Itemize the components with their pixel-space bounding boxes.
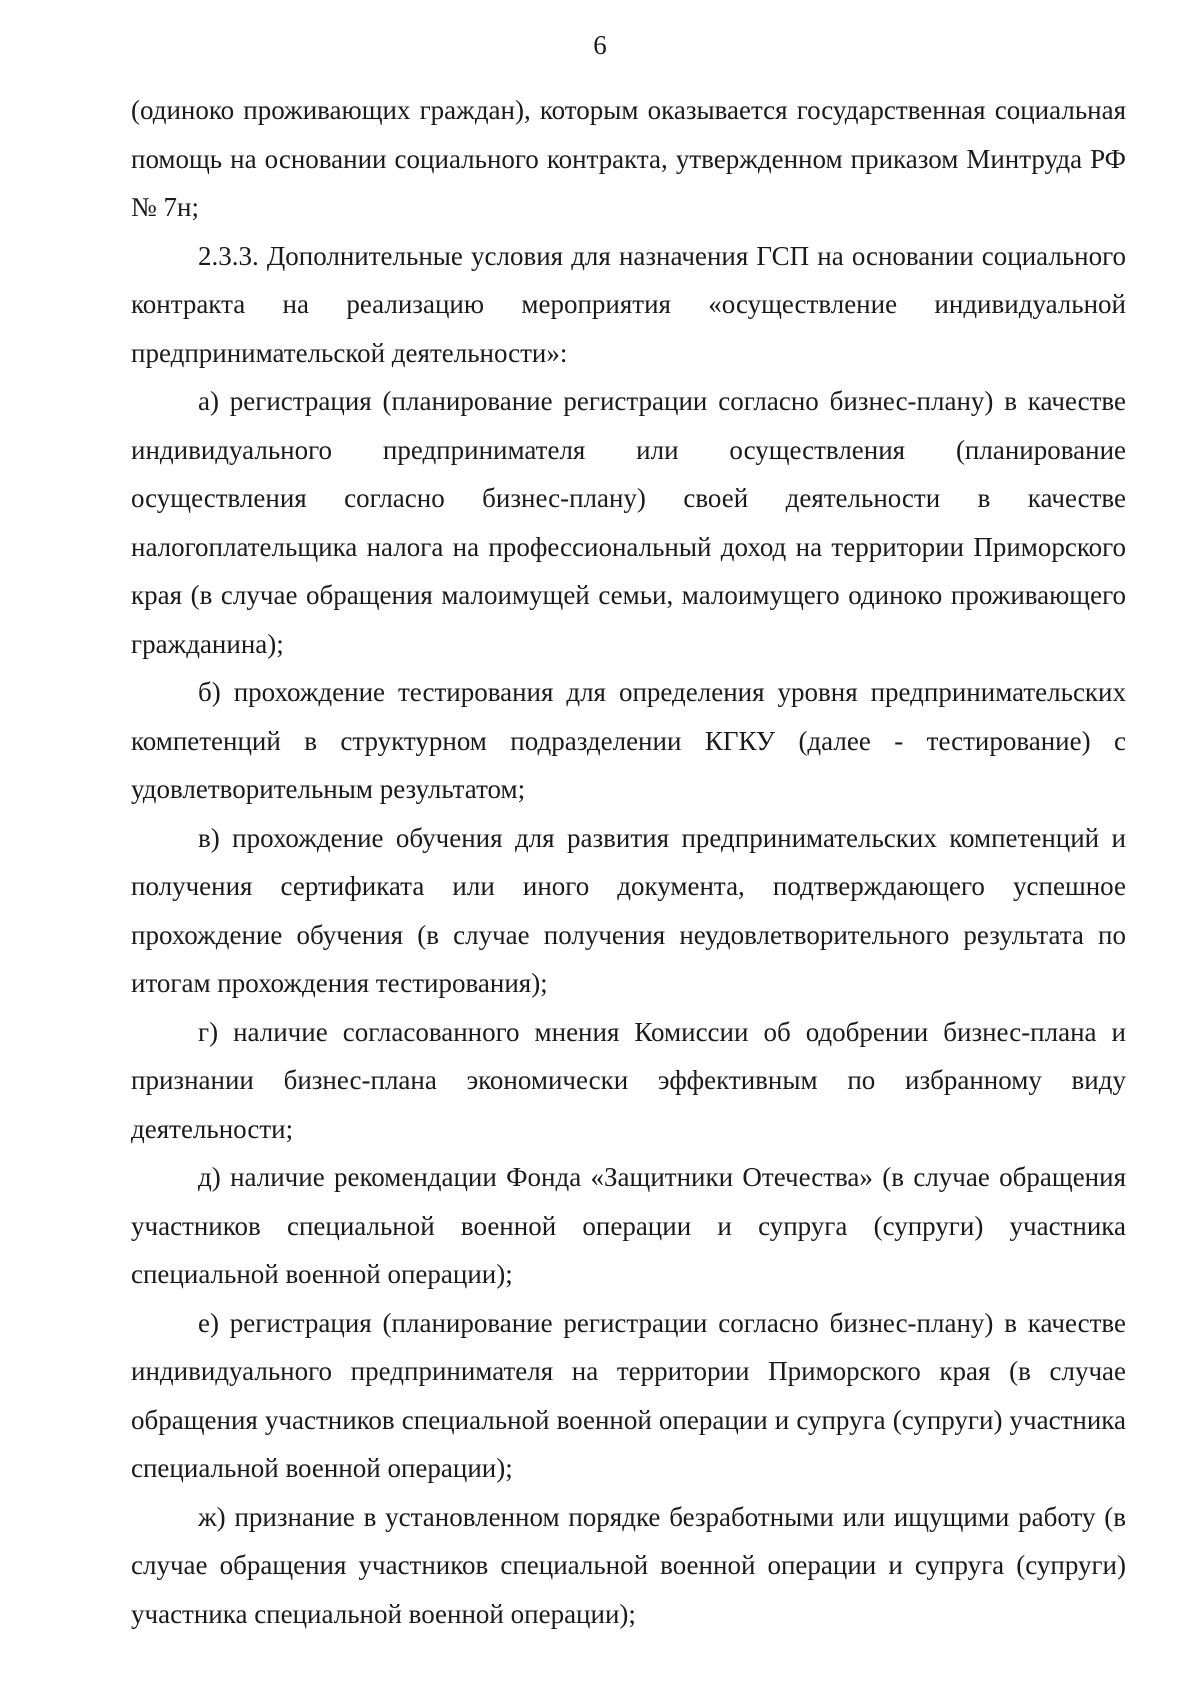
paragraph-item-b: б) прохождение тестирования для определения уровня предпринимательских компетенций в структурном подразделении КГКУ (далее - тестирование) с удовлетворительным результатом;: [131, 677, 1126, 804]
paragraph-item-v: в) прохождение обучения для развития предпринимательских компетенций и получения сертификата или иного документа, подтверждающего успешное прохождение обучения (в случае получения неудовлетворительного результата по итогам прохождения тестирования);: [131, 822, 1126, 998]
paragraph-item-zh: ж) признание в установленном порядке безработными или ищущими работу (в случае обращения участников специальной военной операции и супруга (супруги) участника специальной военной операции);: [131, 1501, 1126, 1629]
paragraph-clause-2-3-3: 2.3.3. Дополнительные условия для назначения ГСП на основании социального контракта на реализацию мероприятия «осуществление индивидуальной предпринимательской деятельности»:: [131, 240, 1126, 368]
paragraph-item-a: а) регистрация (планирование регистрации согласно бизнес-плану) в качестве индивидуального предпринимателя или осуществления (планирование осуществления согласно бизнес-плану) своей деятельности в качестве налогоплательщика налога на профессиональный доход на территории Приморского края (в случае обращения малоимущей семьи, малоимущего одиноко проживающего гражданина);: [131, 386, 1126, 659]
paragraph-item-g: г) наличие согласованного мнения Комиссии об одобрении бизнес-плана и признании бизнес-плана экономически эффективным по избранному виду деятельности;: [131, 1016, 1126, 1144]
paragraph-continuation: (одиноко проживающих граждан), которым оказывается государственная социальная помощь на основании социального контракта, утвержденном приказом Минтруда РФ № 7н;: [131, 95, 1126, 222]
paragraph-item-e: е) регистрация (планирование регистрации согласно бизнес-плану) в качестве индивидуального предпринимателя на территории Приморского края (в случае обращения участников специальной военной операции и супруга (супруги) участника специальной военной операции);: [131, 1307, 1126, 1483]
document-body: [131, 86, 1126, 1638]
page-number: 6: [593, 30, 607, 60]
paragraph-item-d: д) наличие рекомендации Фонда «Защитники Отечества» (в случае обращения участников специальной военной операции и супруга (супруги) участника специальной военной операции);: [131, 1162, 1126, 1289]
